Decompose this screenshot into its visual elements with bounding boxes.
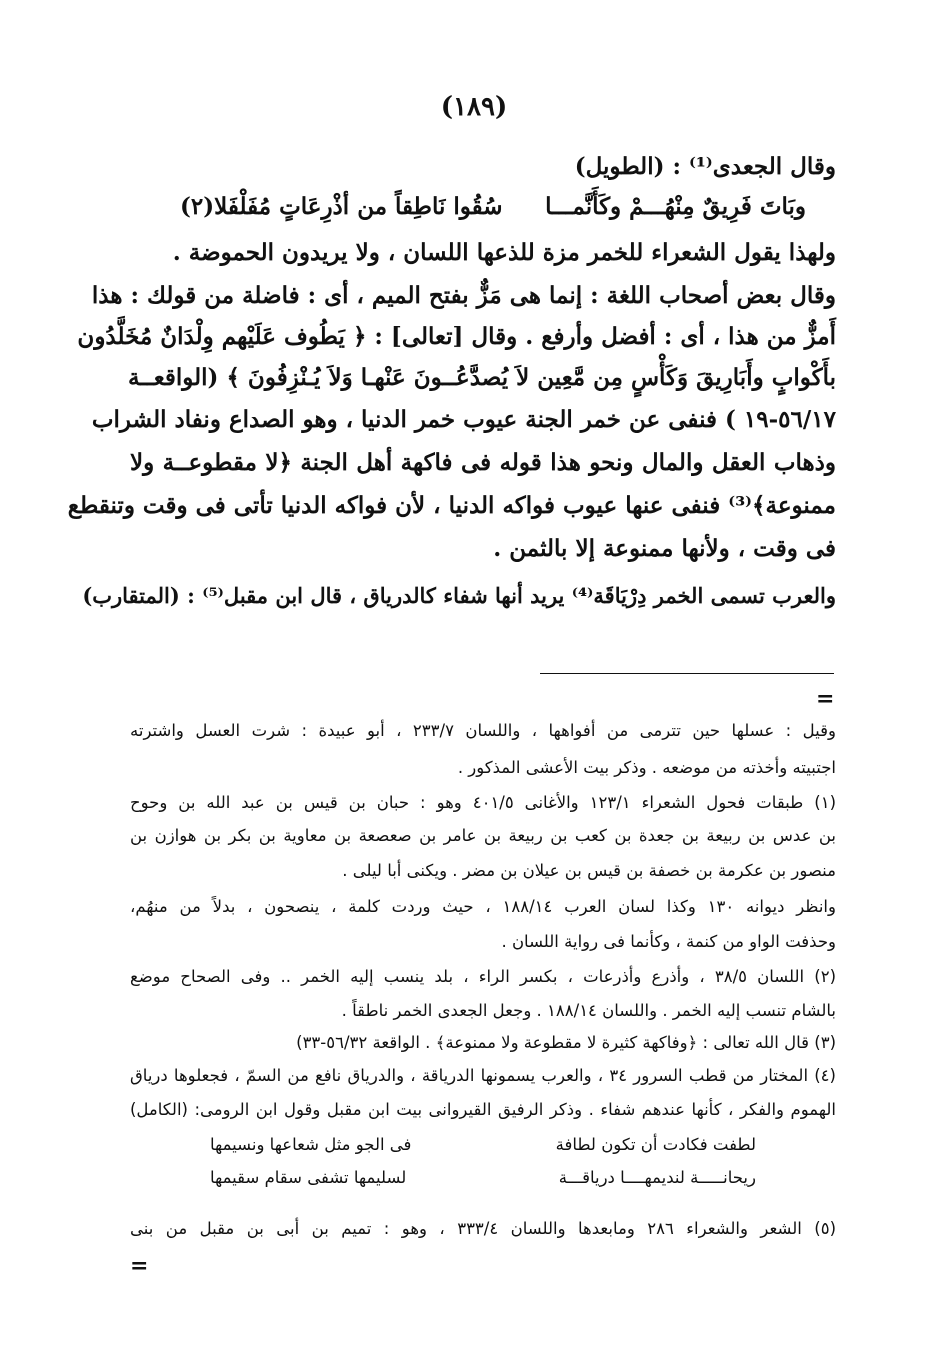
footnote-line: اجتبيته وأخذته من موضعه . وذكر بيت الأعشى المذكور .	[457, 758, 836, 777]
body-line: أَمزٌّ من هذا ، أى : أفضل وأرفع . وقال [تعالى] : ﴿ يَطُوف عَلَيْهم وِلْدَانٌ مُخَلَّدُون	[77, 323, 836, 350]
footnote-line: بالشام تنسب إليه الخمر . واللسان ١٨٨/١٤ . وجعل الجعدى الخمر ناطقاً .	[341, 1001, 836, 1020]
footnote-line: وقيل : عسلها حين تترمى من أفواهها ، واللسان ٢٣٣/٧ ، أبو عبيدة : شرت العسل واشترته	[130, 721, 836, 740]
footnote-line: (٥) الشعر والشعراء ٢٨٦ ومابعدها واللسان ٣٣٣/٤ ، وهو : تميم بن أبى بن مقبل من بنى	[130, 1219, 837, 1238]
verse-second-hemistich: سُقُوا نَاطِقاً من أذْرِعَاتٍ مُفَلْفَلا(٢)	[180, 193, 503, 220]
poem-line-1-first-hemistich: لطفت فكادت أن تكون لطافة	[555, 1135, 756, 1154]
body-line: فى وقت ، ولأنها ممنوعة إلا بالثمن .	[493, 535, 836, 562]
poem-line-2-second-hemistich: لسليمها تشفى سقام سقيمها	[210, 1168, 407, 1187]
body-line: ٥٦/١٧-١٩ ) فنفى عن خمر الجنة عيوب خمر الدنيا ، وهو الصداع ونفاد الشراب	[91, 406, 836, 433]
footnote-line: بن عدس بن ربيعة بن جعدة بن كعب بن ربيعة بن عامر بن صعصعة بن معاوية بن بكر بن هوازن بن	[130, 826, 836, 845]
footnote-separator	[540, 673, 834, 674]
body-line: وقال بعض أصحاب اللغة : إنما هى مَزٌّ بفتح الميم ، أى : فاضلة من قولك : هذا	[91, 282, 836, 309]
footnote-line: (٤) المختار من قطب السرور ٣٤ ، والعرب يسمونها الدرياقة ، والدرياق نافع من السمّ ، فجعلوها درياق	[130, 1066, 836, 1085]
body-line: بأَكْوابٍ وأَبَارِيقَ وَكَأْسٍ مِن مَّعِين لاَ يُصدَّعُــونَ عَنْهـا وَلاَ يُـنْزِفُونَ ﴾ (الواقعــة	[127, 364, 836, 391]
footnote-line: (١) طبقات فحول الشعراء ١٢٣/١ والأغانى ٤٠١/٥ وهو : حبان بن قيس بن عبد الله بن وحوح	[130, 793, 836, 812]
page-number: (١٨٩)	[440, 92, 508, 122]
footnote-line: منصور بن عكرمة بن خصفة بن قيس بن عيلان بن مضر . ويكنى أبا ليلى .	[342, 861, 836, 880]
poem-line-1-second-hemistich: فى الجو مثل شعاعها ونسيمها	[210, 1135, 412, 1154]
body-line: وذهاب العقل والمال ونحو هذا قوله فى فاكهة أهل الجنة ﴿لا مقطوعــة ولا	[130, 449, 836, 476]
footnote-line: (٢) اللسان ٣٨/٥ ، وأذرع وأذرعات ، بكسر الراء ، بلد ينسب إليه الخمر .. وفى الصحاح موضع	[130, 967, 836, 986]
footnote-line: (٣) قال الله تعالى : ﴿وفاكهة كثيرة لا مقطوعة ولا ممنوعة﴾ . الواقعة ٥٦/٣٢-٣٣)	[296, 1033, 836, 1052]
verse-intro: وقال الجعدى⁽¹⁾ : (الطويل)	[574, 153, 836, 180]
body-line: والعرب تسمى الخمر دِرْيَاقَة⁽⁴⁾ يريد أنها شفاء كالدرياق ، قال ابن مقبل⁽⁵⁾ : (المتقارب)	[82, 583, 836, 608]
footnote-line: الهموم والفكر ، كأنها عندهم شفاء . وذكر الرفيق القيروانى بيت ابن مقبل وقول ابن الرومى: (الكامل)	[130, 1100, 836, 1119]
footnote-line: وحذفت الواو من كنمة ، وكأنما فى رواية اللسان .	[501, 932, 836, 951]
body-line: ولهذا يقول الشعراء للخمر مزة للذعها اللسان ، ولا يريدون الحموضة .	[172, 239, 836, 266]
body-line: ممنوعة﴾⁽³⁾ فنفى عنها عيوب فواكه الدنيا ، لأن فواكه الدنيا تأتى فى وقت وتنقطع	[67, 492, 836, 519]
continuation-mark-bottom: =	[130, 1253, 149, 1279]
continuation-mark-top: =	[816, 686, 835, 712]
poem-line-2-first-hemistich: ريحانـــــة لنديمهــــا درياقـــة	[558, 1168, 756, 1187]
verse-first-hemistich: وبَاتَ فَرِيقٌ مِنْهُـــمْ وكَأَنَّمـــا	[545, 193, 806, 220]
footnote-line: وانظر ديوانه ١٣٠ وكذا لسان العرب ١٨٨/١٤ ، حيث وردت كلمة ، ينصحون ، بدلاً من منهُم،	[130, 897, 836, 916]
